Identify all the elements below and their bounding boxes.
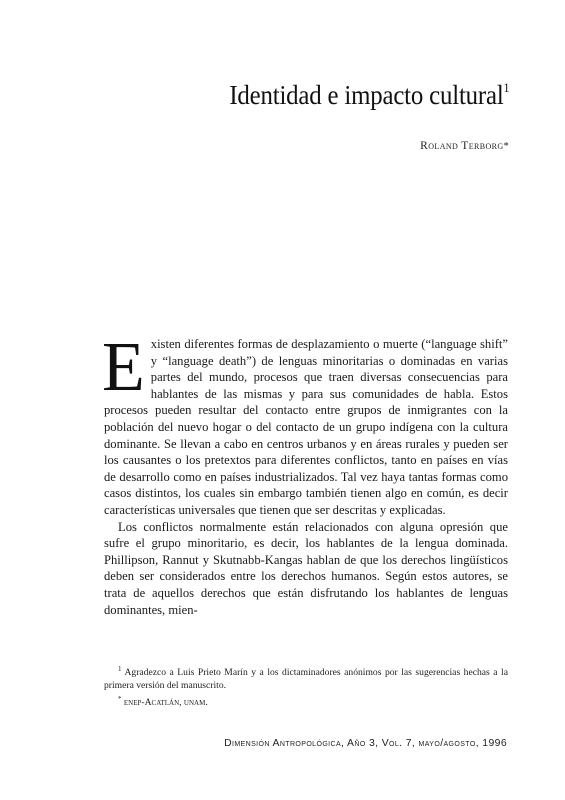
article-title-text: Identidad e impacto cultural (228, 80, 504, 111)
author-name: Roland Terborg (420, 140, 504, 152)
journal-footer (224, 737, 507, 749)
footnote-1-text: Agradezco a Luis Prieto Marín y a los dictaminadores anónimos por las sugerencias hechas a la primera versión del manuscrito. (104, 667, 508, 691)
paragraph-2: Los conflictos normalmente están relacionados con alguna opresión que sufre el grupo minoritario, es decir, los hablantes de la lengua dominada. Phillipson, Rannut y Skutnabb-Kangas hablan de que los derechos lingüísticos deben ser considerados entre los derechos humanos. Según estos autores, se trata de aquellos derechos que están disfrutando los hablantes de lenguas dominantes, mien- (104, 519, 508, 617)
article-title (229, 80, 509, 111)
footnote-2-mark: * (118, 695, 122, 703)
author-line (420, 140, 509, 152)
footnote-2-text: enep-Acatlán, unam. (123, 697, 208, 709)
paragraph-1-text: xisten diferentes formas de desplazamiento o muerte (“language shift” y “language death”) de lenguas minoritarias o dominadas en varias partes del mundo, procesos que traen diversas consecuencias para hablantes de las mismas y para sus comunidades de habla. Estos procesos pueden resultar del contacto entre grupos de inmigrantes con la población del nuevo hogar o del contacto de un grupo indígena con la cultura dominante. Se llevan a cabo en centros urbanos y en áreas rurales y pueden ser los causantes o los pretextos para diferentes conflictos, tanto en países en vías de desarrollo como en países industrializados. Tal vez haya tantas formas como casos distintos, los cuales sin embargo también tienen algo en común, es decir características universales que tienen que ser descritas y explicadas. (104, 337, 508, 517)
paragraph-1 (102, 329, 508, 519)
article-body (102, 329, 508, 618)
footnote-2 (104, 693, 508, 710)
footnote-1-mark: 1 (118, 665, 122, 673)
title-footnote-mark: 1 (503, 80, 509, 96)
footnote-1 (104, 663, 508, 692)
drop-cap: E (102, 329, 145, 406)
footnotes (104, 663, 508, 710)
journal-citation: Dimensión Antropológica, Año 3, Vol. 7, mayo/agosto, 1996 (224, 738, 507, 749)
author-footnote-mark: * (503, 141, 509, 152)
